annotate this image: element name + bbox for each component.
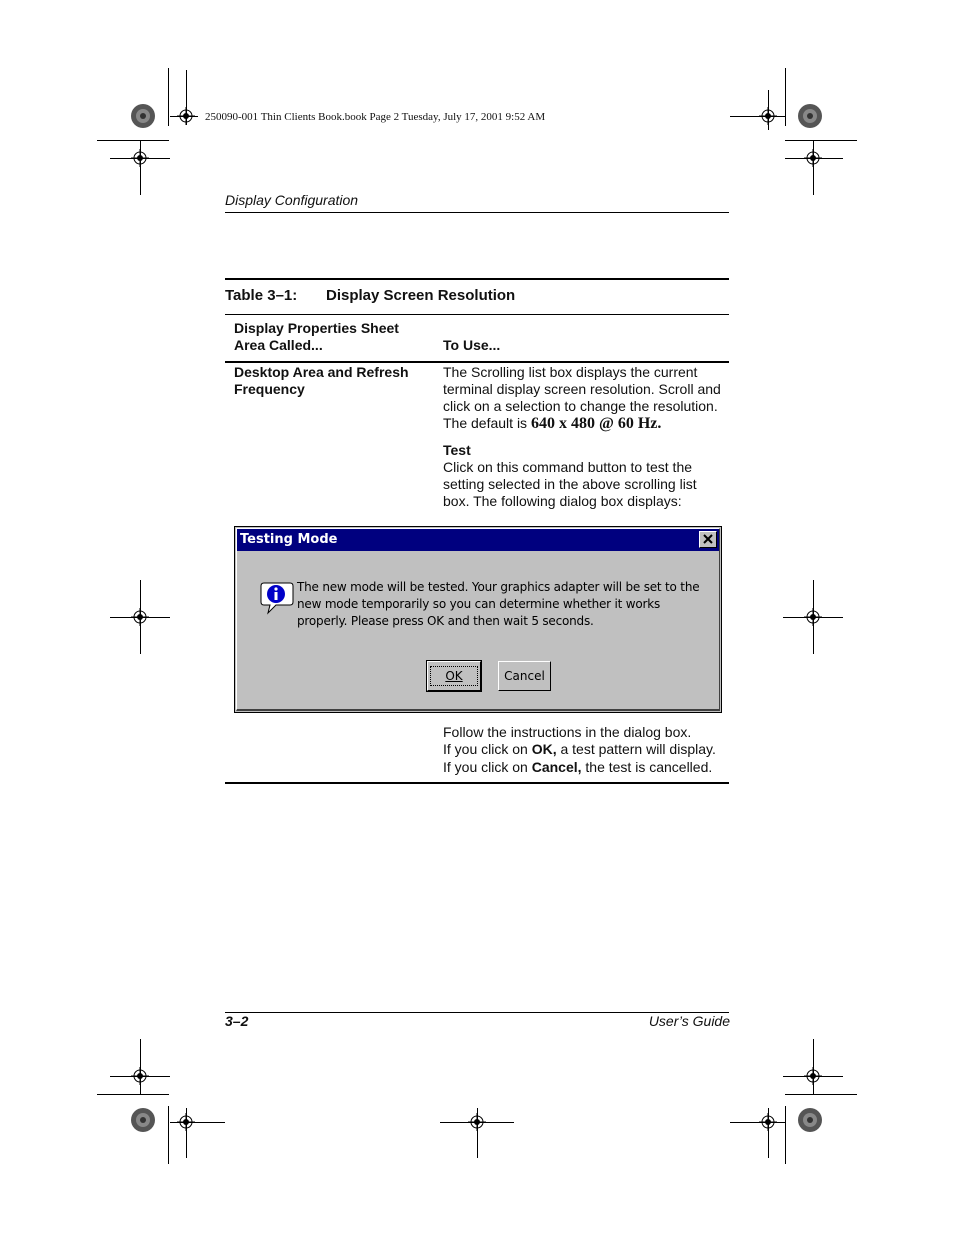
- close-button[interactable]: [699, 531, 717, 548]
- page-number: 3–2: [225, 1013, 249, 1029]
- table-number: Table 3–1:: [225, 287, 298, 304]
- header-rule: [225, 212, 729, 213]
- row-area-name: Desktop Area and Refresh Frequency: [234, 364, 409, 397]
- testing-mode-dialog: [234, 526, 722, 713]
- print-slug: 250090-001 Thin Clients Book.book Page 2 Tuesday, July 17, 2001 9:52 AM: [205, 111, 546, 123]
- cancel-outcome: If you click on Cancel, the test is cancelled.: [443, 759, 713, 775]
- dialog-titlebar: [237, 529, 719, 551]
- cancel-button[interactable]: [498, 661, 551, 691]
- default-resolution-value: 640 x 480 @ 60 Hz.: [530, 415, 662, 432]
- registration-rosette-icon: [797, 1107, 823, 1133]
- dialog-title: Testing Mode: [240, 532, 338, 547]
- book-title: User’s Guide: [648, 1013, 730, 1029]
- row-description: The Scrolling list box displays the current terminal display screen resolution. Scroll and click on a selection to change the resolution. The default is 640 x 480 @ 60 Hz.: [443, 364, 729, 432]
- close-icon: [703, 534, 713, 544]
- test-heading: Test: [443, 442, 471, 458]
- table-top-rule: [225, 278, 729, 280]
- table-title: Display Screen Resolution: [326, 287, 516, 304]
- caption-rule: [225, 314, 729, 315]
- ok-outcome: If you click on OK, a test pattern will display.: [443, 741, 716, 757]
- registration-rosette-icon: [130, 103, 156, 129]
- cancel-button-label: Cancel: [504, 669, 545, 683]
- ok-button[interactable]: [427, 661, 481, 691]
- table-bottom-rule: [225, 782, 729, 784]
- column-header-use: To Use...: [443, 337, 501, 353]
- ok-button-label: OK: [430, 666, 477, 686]
- default-resolution-line: The default is 640 x 480 @ 60 Hz.: [443, 415, 662, 432]
- column-header-area: Display Properties Sheet Area Called...: [234, 320, 399, 353]
- registration-rosette-icon: [130, 1107, 156, 1133]
- dialog-message: The new mode will be tested. Your graphics adapter will be set to the new mode temporarily so you can determine whether it works properly. Please press OK and then wait 5 seconds.: [297, 580, 700, 628]
- header-bottom-rule: [225, 361, 729, 363]
- information-icon: [260, 580, 294, 616]
- running-head: Display Configuration: [225, 192, 359, 208]
- table-caption: [225, 287, 515, 304]
- follow-instructions: Follow the instructions in the dialog box. If you click on OK, a test pattern will display. If you click on Cancel, the test is cancelled.: [443, 724, 733, 776]
- registration-rosette-icon: [797, 103, 823, 129]
- test-section: Test Click on this command button to test the setting selected in the above scrolling list box. The following dialog box displays:: [443, 442, 729, 510]
